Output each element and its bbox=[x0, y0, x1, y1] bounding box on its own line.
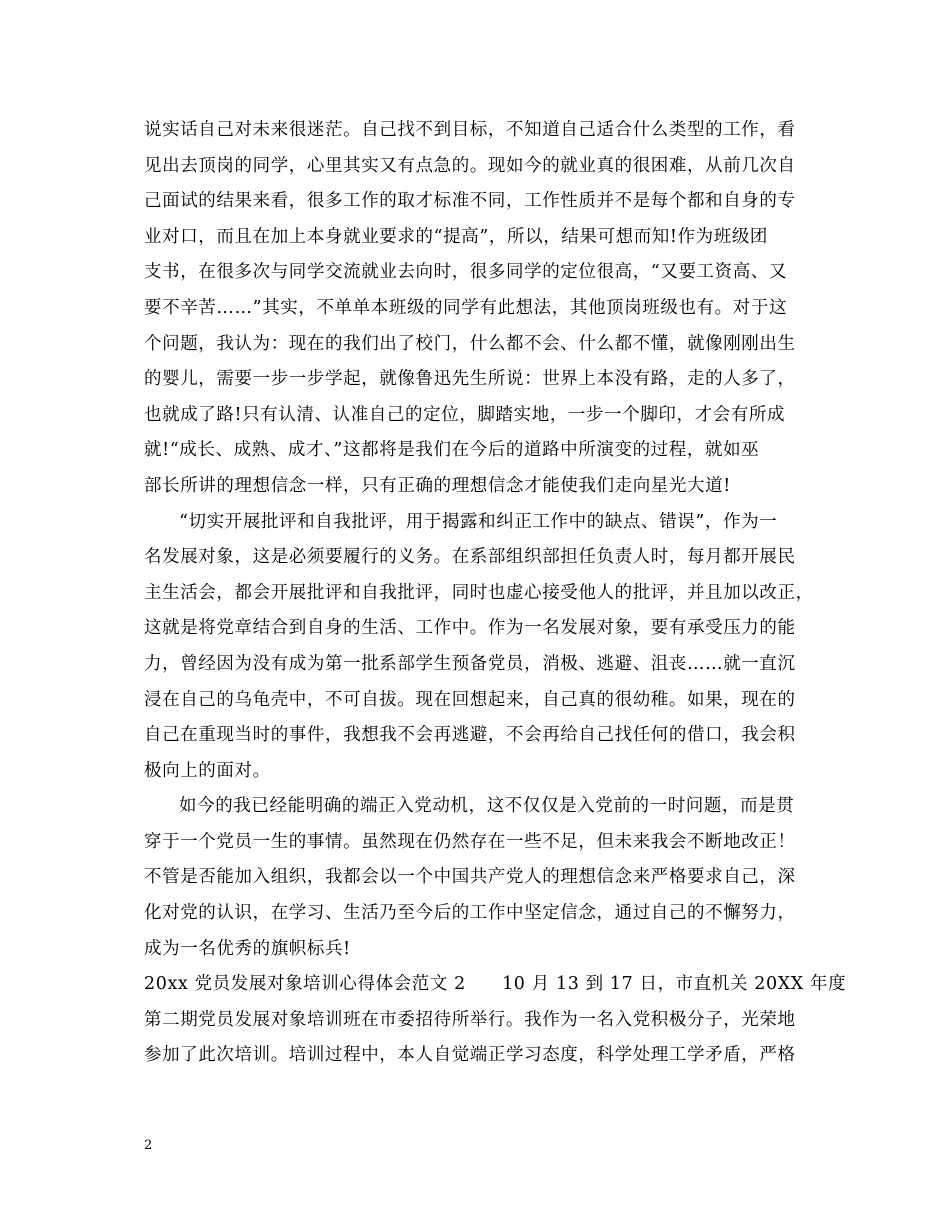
text-line: 部长所讲的理想信念一样，只有正确的理想信念才能使我们走向星光大道! bbox=[144, 475, 731, 496]
paragraph-first-line: 如今的我已经能明确的端正入党动机，这不仅仅是入党前的一时问题，而是贯 bbox=[179, 796, 795, 817]
paragraph-first-line: “切实开展批评和自我批评，用于揭露和纠正工作中的缺点、错误”，作为一 bbox=[179, 511, 778, 532]
text-line: 不管是否能加入组织，我都会以一个中国共产党人的理想信念来严格要求自己，深 bbox=[144, 867, 796, 888]
text-line: 这就是将党章结合到自身的生活、工作中。作为一名发展对象，要有承受压力的能 bbox=[144, 618, 796, 639]
text-line: 穿于一个党员一生的事情。虽然现在仍然存在一些不足，但未来我会不断地改正！ bbox=[144, 831, 796, 852]
body-text bbox=[144, 113, 847, 1074]
text-line: 极向上的面对。 bbox=[144, 760, 271, 781]
text-line: 的婴儿，需要一步一步学起，就像鲁迅先生所说：世界上本没有路，走的人多了， bbox=[144, 369, 796, 390]
text-line: 也就成了路!只有认清、认准自己的定位，脚踏实地，一步一个脚印，才会有所成 bbox=[144, 404, 786, 425]
text-line: 业对口，而且在加上本身就业要求的“提高”，所以，结果可想而知!作为班级团 bbox=[144, 226, 769, 247]
text-line: 自己在重现当时的事件，我想我不会再逃避，不会再给自己找任何的借口，我会积 bbox=[144, 725, 796, 746]
text-line: 浸在自己的乌龟壳中，不可自拔。现在回想起来，自己真的很幼稚。如果，现在的 bbox=[144, 689, 796, 710]
text-line: 说实话自己对未来很迷茫。自己找不到目标，不知道自己适合什么类型的工作，看 bbox=[144, 120, 796, 140]
page-number: 2 bbox=[144, 1138, 153, 1153]
text-line: 支书，在很多次与同学交流就业去向时，很多同学的定位很高，“又要工资高、又 bbox=[144, 262, 788, 283]
text-line: 就!“成长、成熟、成才、”这都将是我们在今后的道路中所演变的过程，就如巫 bbox=[144, 440, 760, 461]
text-line: 力，曾经因为没有成为第一批系部学生预备党员，消极、逃避、沮丧……就一直沉 bbox=[144, 653, 796, 674]
section-title-line: 20xx 党员发展对象培训心得体会范文 2 10 月 13 到 17 日，市直机关 20XX 年度 bbox=[144, 974, 847, 995]
text-line: 化对党的认识，在学习、生活乃至今后的工作中坚定信念，通过自己的不懈努力， bbox=[144, 903, 796, 924]
text-line: 见出去顶岗的同学，心里其实又有点急的。现如今的就业真的很困难，从前几次自 bbox=[144, 155, 796, 176]
text-line: 名发展对象，这是必须要履行的义务。在系部组织部担任负责人时，每月都开展民 bbox=[144, 547, 796, 568]
text-line: 成为一名优秀的旗帜标兵! bbox=[144, 938, 351, 959]
text-line: 个问题，我认为：现在的我们出了校门，什么都不会、什么都不懂，就像刚刚出生 bbox=[144, 333, 796, 354]
text-line: 要不辛苦……”其实，不单单本班级的同学有此想法，其他顶岗班级也有。对于这 bbox=[144, 297, 788, 318]
text-line: 主生活会，都会开展批评和自我批评，同时也虚心接受他人的批评，并且加以改正， bbox=[144, 582, 814, 603]
text-line: 第二期党员发展对象培训班在市委招待所举行。我作为一名入党积极分子，光荣地 bbox=[144, 1009, 796, 1030]
text-line: 己面试的结果来看，很多工作的取才标准不同，工作性质并不是每个都和自身的专 bbox=[144, 191, 796, 212]
text-line: 参加了此次培训。培训过程中，本人自觉端正学习态度，科学处理工学矛盾，严格 bbox=[144, 1045, 796, 1066]
